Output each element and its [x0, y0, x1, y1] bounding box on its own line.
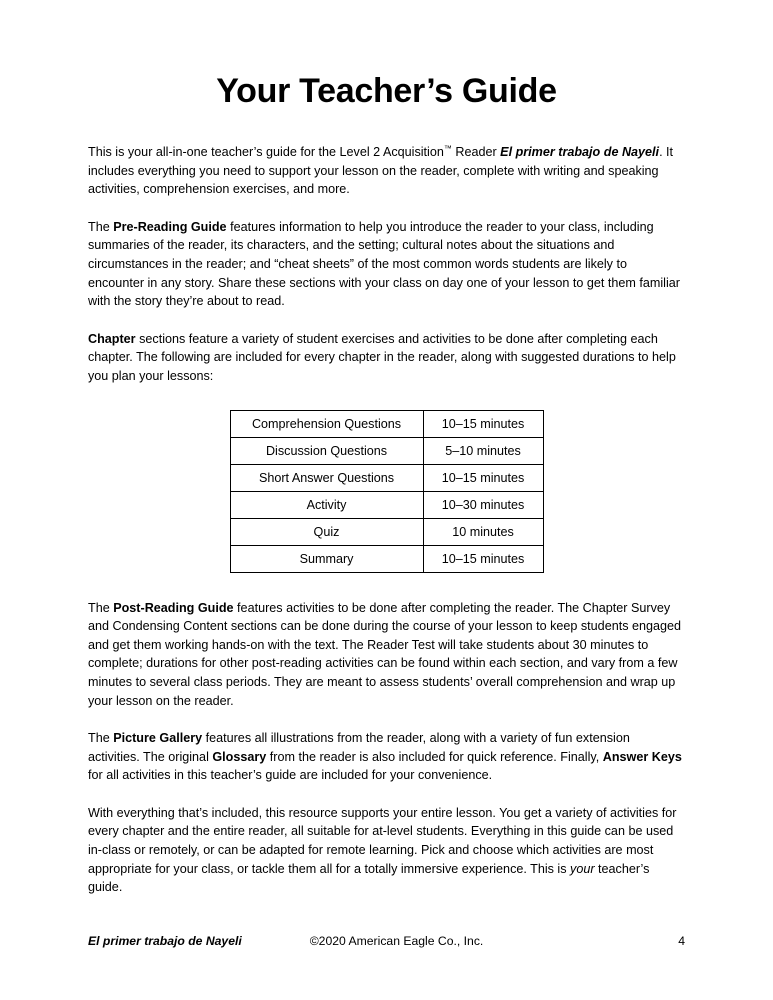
table-cell-duration: 10–15 minutes [423, 545, 543, 572]
paragraph-gallery-text-3: from the reader is also included for quick reference. Finally, [266, 749, 603, 764]
paragraph-pre-reading-text-1: The [88, 219, 114, 234]
chapter-label: Chapter [88, 331, 136, 346]
table-cell-duration: 10–15 minutes [423, 464, 543, 491]
table-cell-duration: 5–10 minutes [423, 437, 543, 464]
table-cell-activity: Comprehension Questions [230, 410, 423, 437]
paragraph-gallery-text-4: for all activities in this teacher’s guide are included for your convenience. [88, 768, 493, 783]
document-body [88, 143, 685, 897]
paragraph-post-reading-text-1: The [88, 600, 114, 615]
paragraph-chapter [88, 330, 685, 386]
table-cell-activity: Short Answer Questions [230, 464, 423, 491]
table-cell-activity: Summary [230, 545, 423, 572]
table-cell-activity: Activity [230, 491, 423, 518]
footer-page-number: 4 [678, 934, 685, 948]
paragraph-intro-text-2: Reader [451, 145, 501, 159]
chapter-sections-table [230, 410, 544, 573]
paragraph-intro [88, 143, 685, 199]
table-row [230, 464, 543, 491]
page-footer [88, 934, 685, 952]
footer-book-title: El primer trabajo de Nayeli [88, 934, 242, 948]
paragraph-gallery-text-2: features all illustrations from the reader, along with a variety of fun extension activities. The original [88, 731, 630, 764]
paragraph-summary-text-1: With everything that’s included, this resource supports your entire lesson. You get a variety of activities for every chapter and the entire reader, all suitable for at-level students. Everything in this guide can be used in-class or remotely, or can be adapted for remote learning. Pick and choose which activities are most appropriate for your class, or tackle them all for a totally immersive experience. This is [88, 805, 677, 876]
paragraph-pre-reading-text-2: features information to help you introduce the reader to your class, including summaries of the reader, its characters, and the setting; cultural notes about the situations and circumstances in the reader; and “cheat sheets” of the most common words students are likely to encounter in any story. Share these sections with your class on day one of your lesson to get them familiar with the story they’re about to read. [88, 219, 680, 309]
table-row [230, 545, 543, 572]
table-cell-duration: 10–15 minutes [423, 410, 543, 437]
paragraph-gallery-text-1: The [88, 731, 114, 746]
paragraph-intro-text-1: This is your all-in-one teacher’s guide for the Level 2 Acquisition [88, 145, 444, 159]
reader-title: El primer trabajo de Nayeli [500, 145, 660, 159]
table-row [230, 518, 543, 545]
table-cell-duration: 10 minutes [423, 518, 543, 545]
table-row [230, 410, 543, 437]
table-cell-activity: Discussion Questions [230, 437, 423, 464]
emphasis-your: your [570, 861, 595, 876]
paragraph-post-reading [88, 599, 685, 711]
page-title: Your Teacher’s Guide [216, 72, 557, 110]
answer-keys-label: Answer Keys [602, 749, 682, 764]
footer-copyright: ©2020 American Eagle Co., Inc. [309, 934, 484, 948]
picture-gallery-label: Picture Gallery [113, 731, 203, 746]
paragraph-post-reading-text-2: features activities to be done after completing the reader. The Chapter Survey and Condensing Content sections can be done during the course of your lesson to keep students engaged and get them working hands-on with the text. The Reader Test will take students about 30 minutes to complete; durations for other post-reading activities can be found within each section, and vary from a few minutes to several class periods. They are meant to assess students’ overall comprehension and wrap up your lesson on the reader. [88, 600, 682, 708]
table-cell-duration: 10–30 minutes [423, 491, 543, 518]
glossary-label: Glossary [212, 749, 267, 764]
paragraph-chapter-text-1: sections feature a variety of student exercises and activities to be done after completing each chapter. The following are included for every chapter in the reader, along with suggested durations to help you plan your lessons: [88, 331, 676, 383]
table-row [230, 437, 543, 464]
table-cell-activity: Quiz [230, 518, 423, 545]
pre-reading-guide-label: Pre-Reading Guide [113, 219, 227, 234]
paragraph-intro-text-3: . It includes everything you need to support your lesson on the reader, complete with writing and speaking activities, comprehension exercises, and more. [88, 145, 674, 197]
paragraph-summary-text-2: teacher’s guide. [88, 861, 650, 895]
paragraph-picture-gallery [88, 729, 685, 785]
paragraph-pre-reading [88, 218, 685, 311]
paragraph-summary [88, 804, 685, 897]
table-row [230, 491, 543, 518]
trademark-symbol: ™ [443, 143, 452, 153]
post-reading-guide-label: Post-Reading Guide [113, 600, 234, 615]
